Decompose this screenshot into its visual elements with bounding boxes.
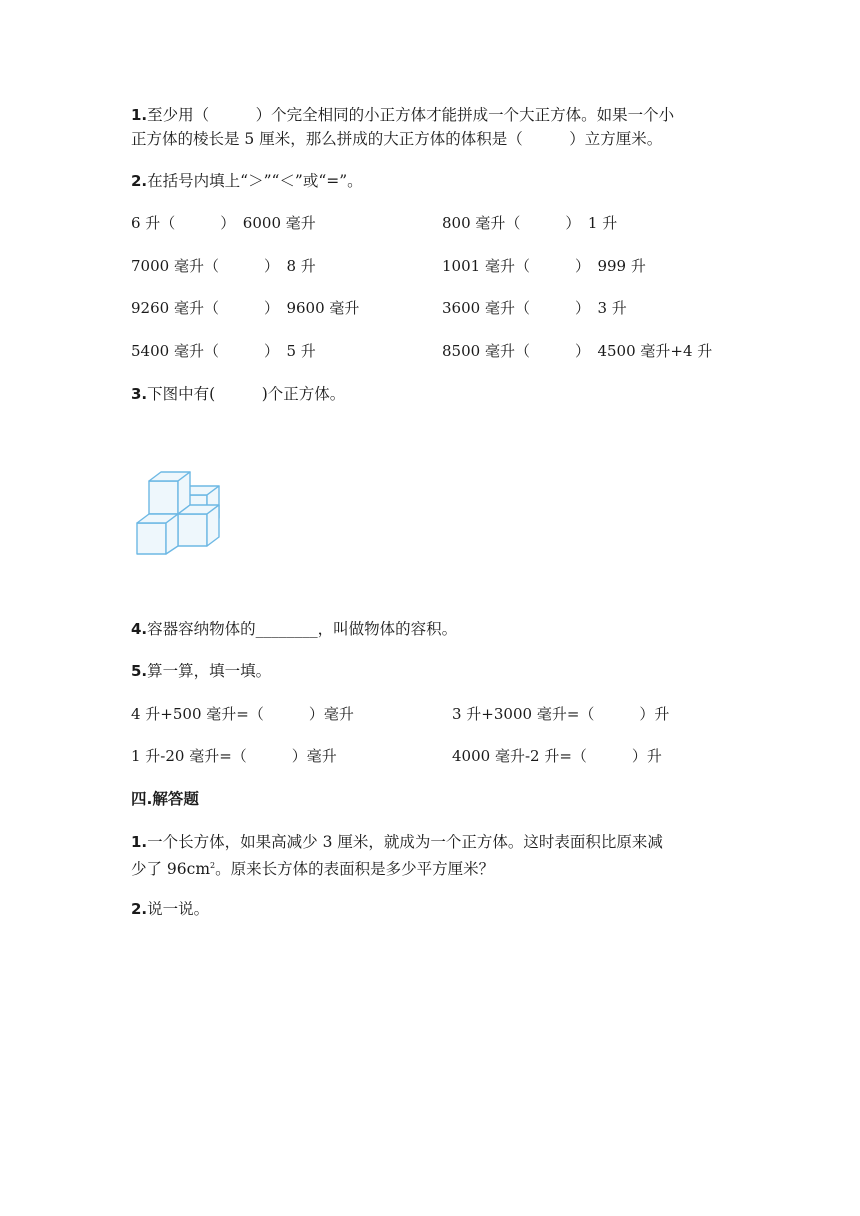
- q4-text: 容器容纳物体的________，叫做物体的容积。: [147, 620, 458, 638]
- q4-number: 4.: [131, 620, 148, 638]
- q1-line1: [131, 104, 674, 126]
- q1-number: 1.: [131, 106, 148, 124]
- cube-front-left: [137, 514, 178, 554]
- q2-row4-left: 5400 毫升（ ） 5 升: [131, 342, 316, 360]
- q2-row2-right: 1001 毫升（ ） 999 升: [442, 257, 646, 275]
- q2-row1-right: 800 毫升（ ） 1 升: [442, 214, 618, 232]
- q5-row1-right: 3 升+3000 毫升=（ ）升: [452, 705, 670, 723]
- q2-row3-left: 9260 毫升（ ） 9600 毫升: [131, 299, 360, 317]
- q2-row2-left: 7000 毫升（ ） 8 升: [131, 257, 316, 275]
- p1-superscript: 2: [210, 861, 216, 870]
- q2-row4-right: 8500 毫升（ ） 4500 毫升+4 升: [442, 342, 713, 360]
- cube-front-right: [178, 505, 219, 546]
- q3-text: 下图中有( )个正方体。: [147, 385, 346, 403]
- p1-line2: [131, 855, 494, 880]
- q5-text: 算一算，填一填。: [147, 662, 272, 680]
- q2-number: 2.: [131, 172, 148, 190]
- p1-text-line2-pre: 少了 96cm: [131, 860, 211, 879]
- q2-text: 在括号内填上“＞”“＜”或“=”。: [147, 172, 363, 190]
- q4-prompt: [131, 618, 457, 640]
- q2-row1-left: 6 升（ ） 6000 毫升: [131, 214, 316, 232]
- p2-text: 说一说。: [147, 900, 210, 918]
- q3-prompt: [131, 383, 345, 405]
- stacked-cubes-figure: [134, 466, 230, 556]
- q1-line2: 正方体的棱长是 5 厘米，那么拼成的大正方体的体积是（ ）立方厘米。: [131, 130, 663, 148]
- q5-row1-left: 4 升+500 毫升=（ ）毫升: [131, 705, 354, 723]
- p1-text-line1: 一个长方体，如果高减少 3 厘米，就成为一个正方体。这时表面积比原来减: [147, 833, 663, 851]
- q5-row2-right: 4000 毫升-2 升=（ ）升: [452, 747, 662, 765]
- q2-row3-right: 3600 毫升（ ） 3 升: [442, 299, 627, 317]
- p2-number: 2.: [131, 900, 148, 918]
- q5-prompt: [131, 660, 271, 682]
- q5-row2-left: 1 升-20 毫升=（ ）毫升: [131, 747, 337, 765]
- p1-number: 1.: [131, 833, 148, 851]
- q2-prompt: [131, 170, 363, 192]
- p1-line1: [131, 831, 663, 853]
- q5-number: 5.: [131, 662, 148, 680]
- q1-text-line1: 至少用（ ）个完全相同的小正方体才能拼成一个大正方体。如果一个小: [147, 106, 675, 124]
- q3-number: 3.: [131, 385, 148, 403]
- p2-prompt: [131, 898, 209, 920]
- p1-text-line2-post: 。原来长方体的表面积是多少平方厘米？: [215, 860, 495, 879]
- cube-top: [149, 472, 190, 514]
- section-heading: 四.解答题: [131, 790, 199, 808]
